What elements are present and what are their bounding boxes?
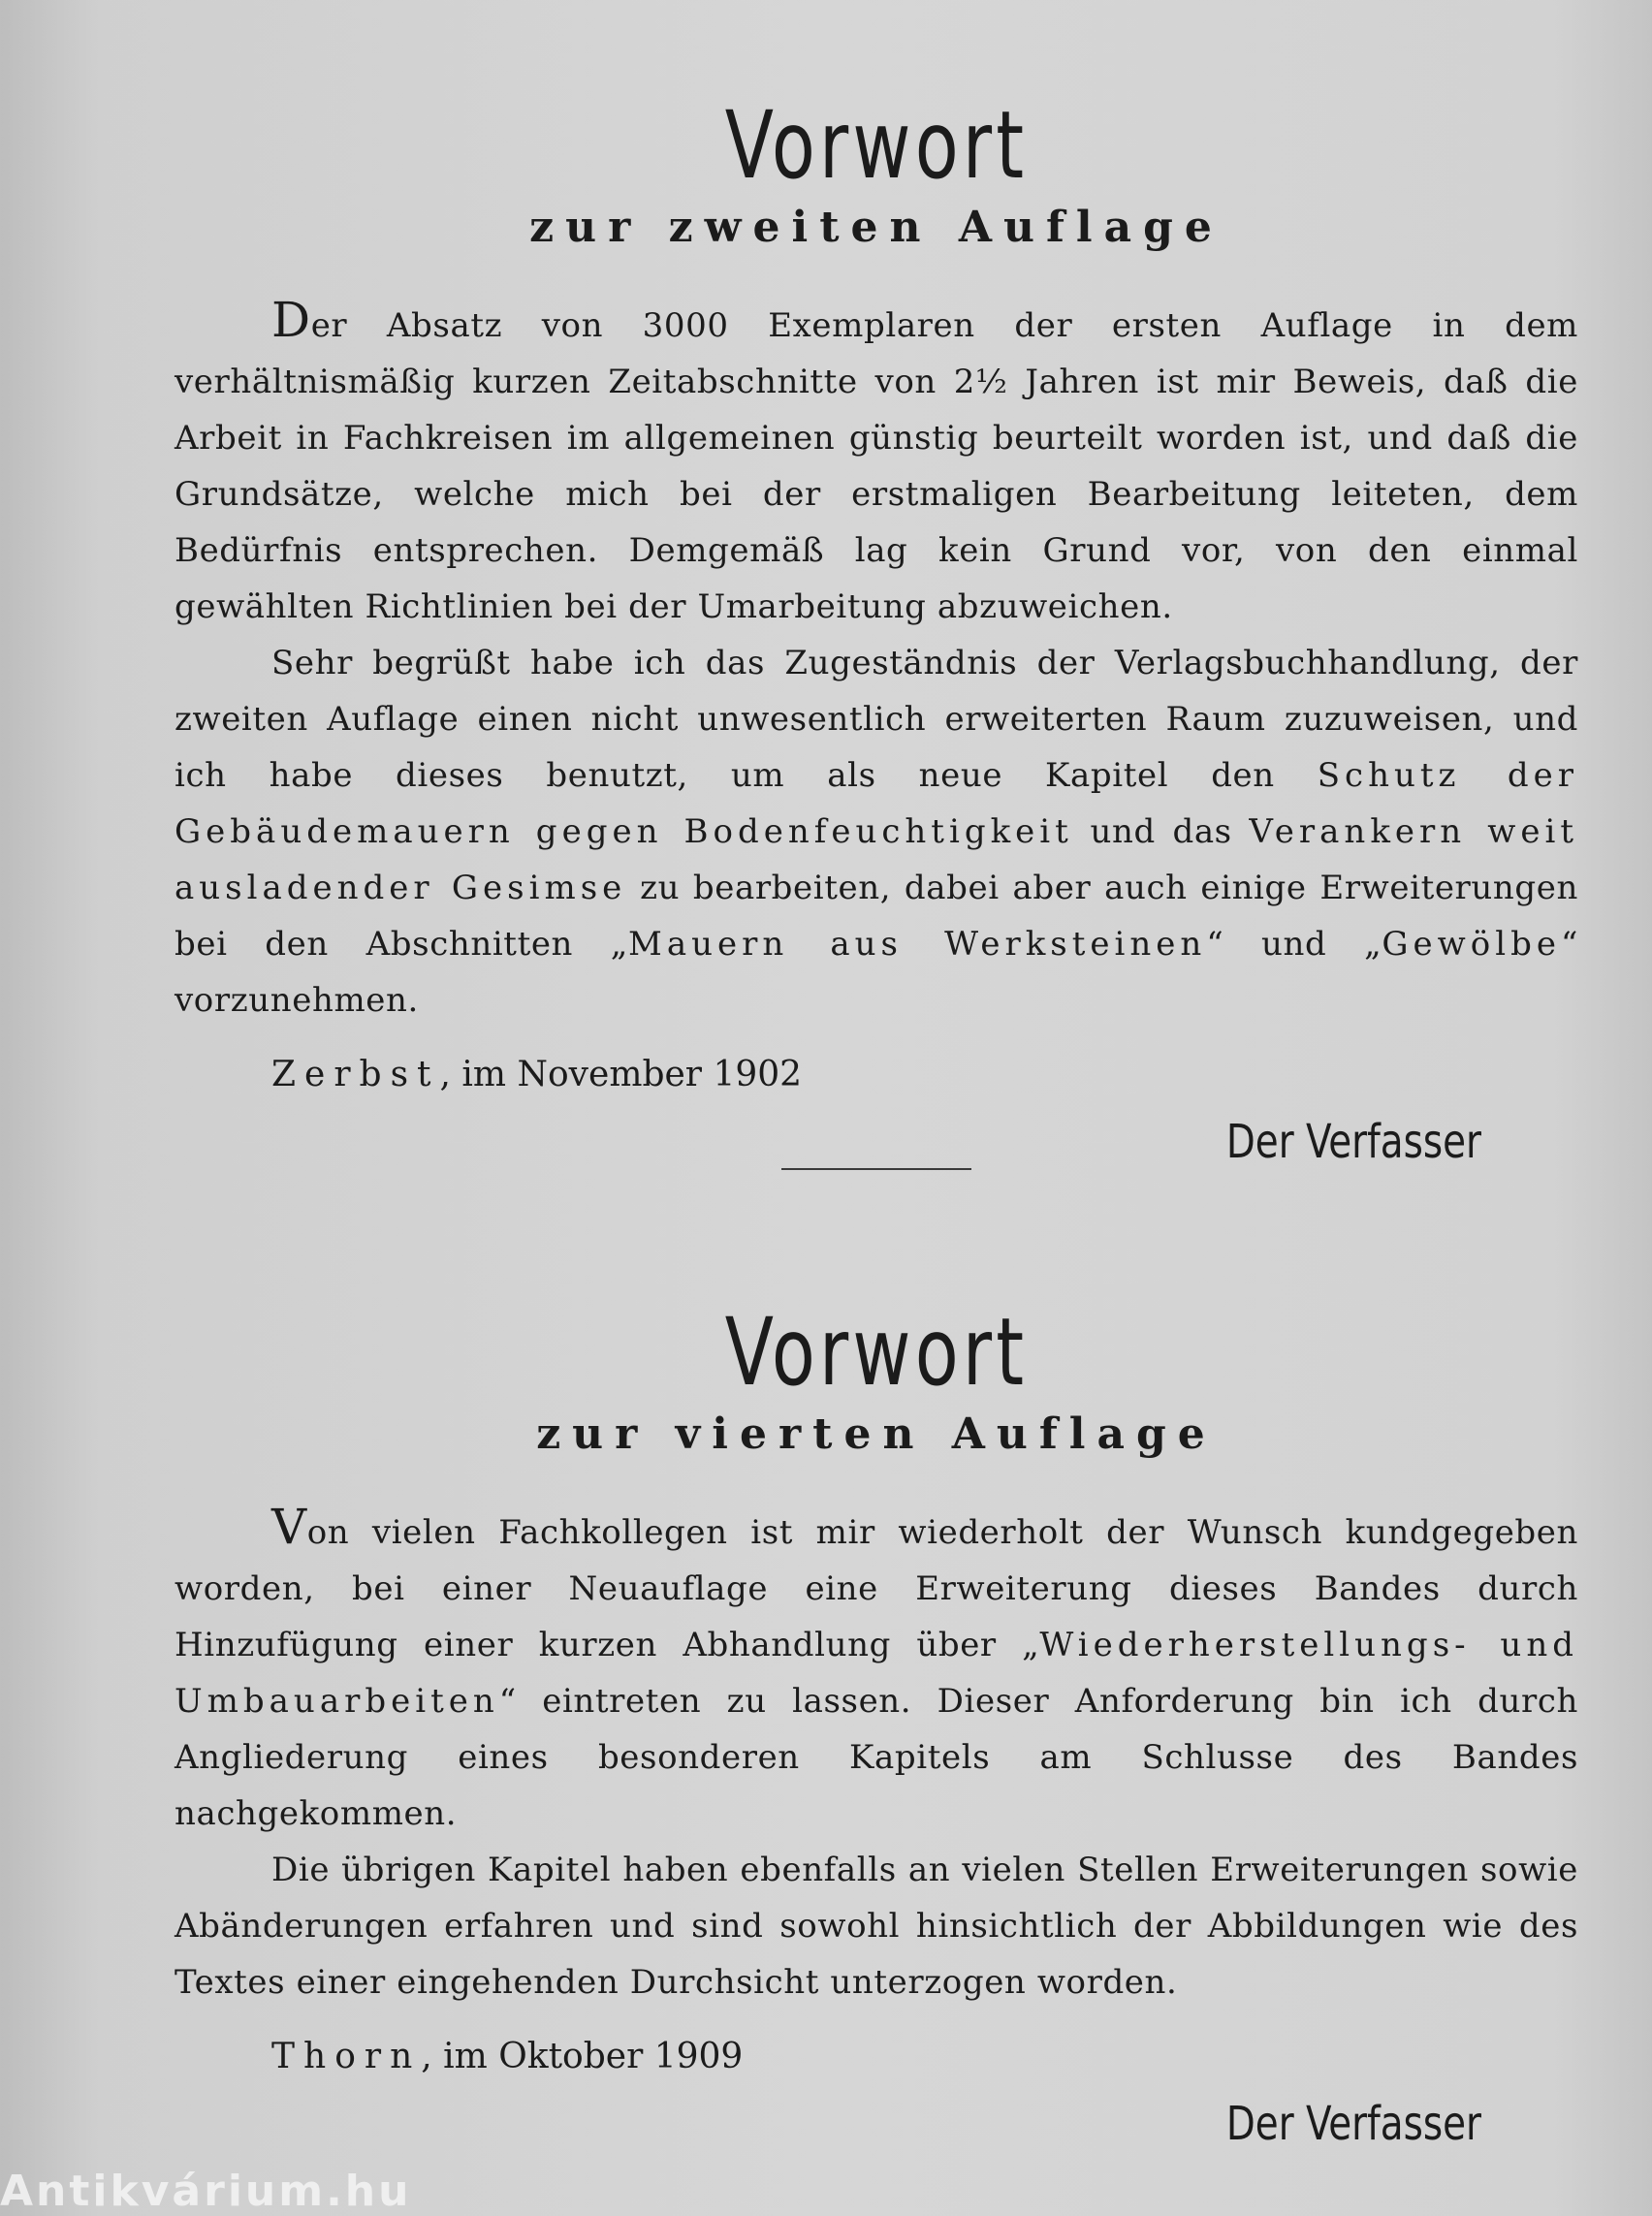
preface-subtitle: zur vierten Auflage [536,1409,1217,1459]
paragraph-text: on vielen Fachkollegen ist mir wiederholt der Wunsch kundgegeben worden, bei einer Neuauflage eine Erweiterung dieses Bandes durch Hinzufügung einer kurzen Abhandlung über „ [175,1513,1578,1664]
section-divider [781,1168,971,1170]
emphasized-text: Schutz der Gebäudemauern gegen Bodenfeuchtigkeit [175,756,1578,851]
paragraph-text: er Absatz von 3000 Exemplaren der ersten Auflage in dem verhältnismäßig kurzen Zeitabschnitte von 2½ Jahren ist mir Beweis, daß die Arbeit in Fachkreisen im allgemeinen günstig beurteilt worden ist, und daß die Grundsätze, welche mich bei der erstmaligen Bearbeitung leiteten, dem Bedürfnis entsprechen. Demgemäß lag kein Grund vor, von den einmal gewählten Richtlinien bei der Umarbeitung abzuweichen. [175,306,1578,626]
watermark-text: Antikvárium.hu [0,2167,412,2216]
emphasized-text: Verankern weit ausladender Gesimse [175,812,1578,907]
place-date [271,2028,1578,2086]
preface-subtitle: zur zweiten Auflage [529,203,1223,252]
preface-paragraph-2 [175,635,1578,1029]
paragraph-text: und das [1072,812,1250,851]
preface-title: Vorwort [724,1298,1029,1407]
paragraph-text: “ und „ [1206,925,1382,964]
preface-paragraph-2: Die übrigen Kapitel haben ebenfalls an vielen Stellen Erweiterungen sowie Abänderungen erfahren und sind sowohl hinsichtlich der Abbildungen wie des Textes einer eingehenden Durchsicht unterzogen worden. [175,1851,1578,2002]
paragraph-text: “ vorzunehmen. [175,925,1578,1020]
date-text: , im Oktober 1909 [421,2037,744,2076]
place-date [271,1046,1578,1104]
paragraph-text: zu bearbeiten, dabei aber auch einige Erweiterungen bei den Abschnitten „ [175,869,1578,964]
emphasized-text: Wiederherstellungs- und Umbauarbeiten [175,1626,1578,1721]
paragraph-text: Sehr begrüßt habe ich das Zugeständnis der Verlagsbuchhandlung, der zweiten Auflage einen nicht unwesentlich erweiterten Raum zuzuweisen, und ich habe dieses benutzt, um als neue Kapitel den [175,644,1578,795]
preface-paragraph-1 [175,1499,1578,1842]
author-signature: Der Verfasser [1225,2097,1481,2151]
preface-second-edition [175,92,1578,1176]
paragraph-text: “ eintreten zu lassen. Dieser Anforderung bin ich durch Angliederung eines besonderen Kapitels am Schlusse des Bandes nachgekommen. [175,1682,1578,1833]
book-page [175,0,1578,2202]
place-name: Thorn [271,2037,422,2076]
preface-paragraph-1 [175,292,1578,635]
author-signature: Der Verfasser [1225,1115,1481,1169]
emphasized-text: Mauern aus Werksteinen [628,925,1207,964]
emphasized-text: Gewölbe [1382,925,1561,964]
place-name: Zerbst [271,1055,440,1094]
date-text: , im November 1902 [439,1055,803,1094]
initial-letter: V [271,1499,307,1555]
initial-letter: D [271,292,311,348]
preface-title: Vorwort [724,91,1029,200]
preface-fourth-edition [175,1299,1578,2158]
